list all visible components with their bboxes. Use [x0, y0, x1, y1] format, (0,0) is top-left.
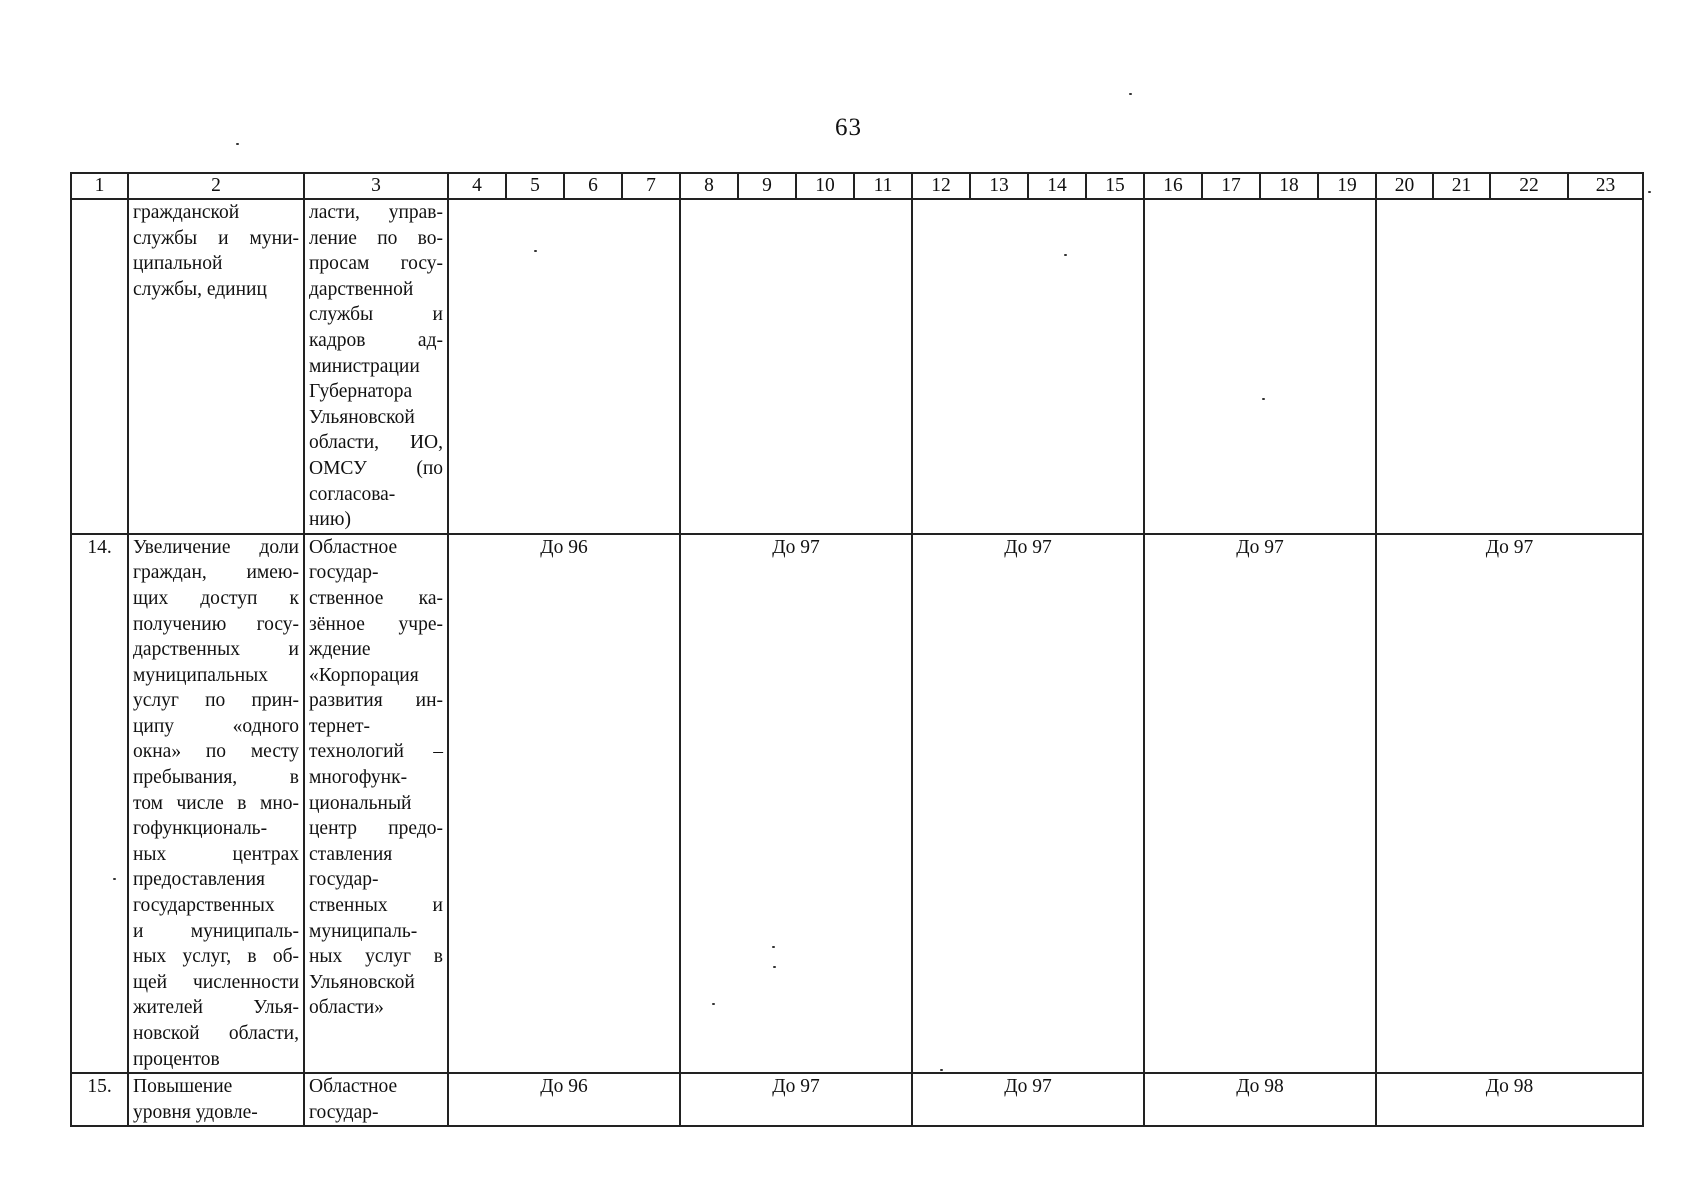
indicator-text-line: окна» по месту [133, 741, 299, 763]
row-number: 14. [71, 534, 128, 1073]
target-value-group-1 [448, 199, 680, 534]
target-value-group-3: До 97 [912, 1073, 1144, 1126]
executor-text-line: «Корпорация [309, 664, 419, 686]
executor-text-line: зённое учре- [309, 613, 443, 635]
indicator-text-line: Повышение [133, 1076, 233, 1098]
target-value-group-1: До 96 [448, 534, 680, 1073]
executor-text-line: области, ИО, [309, 432, 443, 454]
executor-text-line: министрации [309, 355, 420, 377]
indicator-text-line: ципу «одного [133, 715, 299, 737]
page-number: 63 [835, 114, 862, 141]
scan-speck [1648, 191, 1651, 193]
executor-text-line: тернет- [309, 715, 371, 737]
executor-text-line: ОМСУ (по [309, 457, 443, 479]
column-number-7: 7 [622, 173, 680, 199]
indicator-text-line: ципальной [133, 253, 223, 275]
column-number-21: 21 [1433, 173, 1490, 199]
target-value-group-5: До 98 [1376, 1073, 1643, 1126]
executor-text-line: службы и [309, 304, 443, 326]
column-number-15: 15 [1086, 173, 1144, 199]
executor-text-line: центр предо- [309, 818, 443, 840]
scan-speck [1129, 93, 1132, 95]
column-number-14: 14 [1028, 173, 1086, 199]
executor-text-line: нию) [309, 509, 351, 531]
column-number-4: 4 [448, 173, 506, 199]
indicator-name-cell [128, 199, 304, 534]
column-number-10: 10 [796, 173, 854, 199]
target-value-group-4: До 97 [1144, 534, 1376, 1073]
column-number-12: 12 [912, 173, 970, 199]
target-value-group-3 [912, 199, 1144, 534]
responsible-executor-cell [304, 534, 448, 1073]
row-number: 15. [71, 1073, 128, 1126]
indicators-table [70, 172, 1644, 1127]
column-number-2: 2 [128, 173, 304, 199]
indicator-text-line: граждан, имею- [133, 562, 299, 584]
column-number-6: 6 [564, 173, 622, 199]
column-number-13: 13 [970, 173, 1028, 199]
column-number-17: 17 [1202, 173, 1260, 199]
column-number-11: 11 [854, 173, 912, 199]
column-number-20: 20 [1376, 173, 1433, 199]
column-number-19: 19 [1318, 173, 1376, 199]
executor-text-line: Областное [309, 536, 398, 558]
indicator-text-line: ных центрах [133, 843, 299, 865]
scan-speck [1262, 398, 1265, 400]
responsible-executor-cell [304, 199, 448, 534]
indicator-text-line: дарственных и [133, 639, 299, 661]
scan-speck [772, 946, 775, 948]
executor-text-line: ждение [309, 639, 371, 661]
executor-text-line: ставления [309, 843, 393, 865]
indicator-text-line: государственных [133, 895, 275, 917]
scan-speck [712, 1003, 715, 1005]
column-number-1: 1 [71, 173, 128, 199]
indicator-text-line: и муниципаль- [133, 920, 299, 942]
indicator-text-line: услуг по прин- [133, 690, 299, 712]
indicator-text-line: службы и муни- [133, 227, 299, 249]
table-row [71, 1073, 1643, 1126]
column-number-16: 16 [1144, 173, 1202, 199]
indicator-text-line: том числе в мно- [133, 792, 299, 814]
indicator-text-line: гофункциональ- [133, 818, 268, 840]
column-number-header-row [71, 173, 1643, 199]
indicator-text-line: муниципальных [133, 664, 269, 686]
scan-speck [773, 966, 776, 968]
indicator-text-line: новской области, [133, 1023, 299, 1044]
target-value-group-5: До 97 [1376, 534, 1643, 1073]
executor-text-line: ласти, управ- [309, 202, 443, 223]
column-number-8: 8 [680, 173, 738, 199]
executor-text-line: циональный [309, 792, 412, 814]
executor-text-line: Областное [309, 1076, 398, 1098]
executor-text-line: Губернатора [309, 381, 413, 403]
scan-speck [236, 143, 239, 145]
indicator-text-line: жителей Улья- [133, 997, 299, 1019]
executor-text-line: области» [309, 997, 384, 1019]
executor-text-line: государ- [309, 869, 379, 891]
row-number [71, 199, 128, 534]
indicator-name-cell [128, 1073, 304, 1126]
target-value-group-4 [1144, 199, 1376, 534]
indicator-name-cell [128, 534, 304, 1073]
indicator-text-line: ных услуг, в об- [133, 946, 299, 968]
executor-text-line: ление по во- [309, 227, 443, 249]
executor-text-line: муниципаль- [309, 920, 418, 942]
indicator-text-line: предоставления [133, 869, 265, 891]
executor-text-line: дарственной [309, 278, 414, 300]
indicator-text-line: службы, единиц [133, 278, 267, 300]
indicator-text-line: процентов [133, 1048, 220, 1070]
column-number-9: 9 [738, 173, 796, 199]
indicator-text-line: уровня удовле- [133, 1101, 258, 1123]
executor-text-line: развития ин- [309, 690, 443, 712]
target-value-group-3: До 97 [912, 534, 1144, 1073]
column-number-5: 5 [506, 173, 564, 199]
executor-text-line: ных услуг в [309, 946, 443, 968]
indicator-text-line: гражданской [133, 202, 240, 223]
scan-speck [534, 250, 537, 252]
executor-text-line: государ- [309, 1101, 379, 1123]
target-value-group-2: До 97 [680, 1073, 912, 1126]
indicators-table-wrapper [70, 172, 1630, 1127]
indicator-text-line: Увеличение доли [133, 536, 299, 558]
table-row [71, 199, 1643, 534]
executor-text-line: просам госу- [309, 253, 443, 275]
column-number-22: 22 [1490, 173, 1568, 199]
indicator-text-line: получению госу- [133, 613, 299, 635]
executor-text-line: кадров ад- [309, 329, 443, 351]
target-value-group-5 [1376, 199, 1643, 534]
target-value-group-2 [680, 199, 912, 534]
scan-speck [1064, 254, 1067, 256]
scan-speck [113, 878, 116, 880]
indicator-text-line: пребывания, в [133, 767, 299, 789]
executor-text-line: Ульяновской [309, 406, 415, 428]
executor-text-line: согласова- [309, 483, 396, 505]
column-number-23: 23 [1568, 173, 1643, 199]
indicator-text-line: щей численности [133, 971, 299, 993]
column-number-18: 18 [1260, 173, 1318, 199]
target-value-group-4: До 98 [1144, 1073, 1376, 1126]
executor-text-line: ственных и [309, 895, 443, 917]
executor-text-line: многофунк- [309, 767, 408, 789]
responsible-executor-cell [304, 1073, 448, 1126]
indicator-text-line: щих доступ к [133, 587, 299, 609]
executor-text-line: государ- [309, 562, 379, 584]
table-row [71, 534, 1643, 1073]
target-value-group-1: До 96 [448, 1073, 680, 1126]
scan-speck [940, 1069, 943, 1071]
column-number-3: 3 [304, 173, 448, 199]
target-value-group-2: До 97 [680, 534, 912, 1073]
executor-text-line: ственное ка- [309, 587, 443, 609]
executor-text-line: технологий – [309, 741, 443, 763]
executor-text-line: Ульяновской [309, 971, 415, 993]
